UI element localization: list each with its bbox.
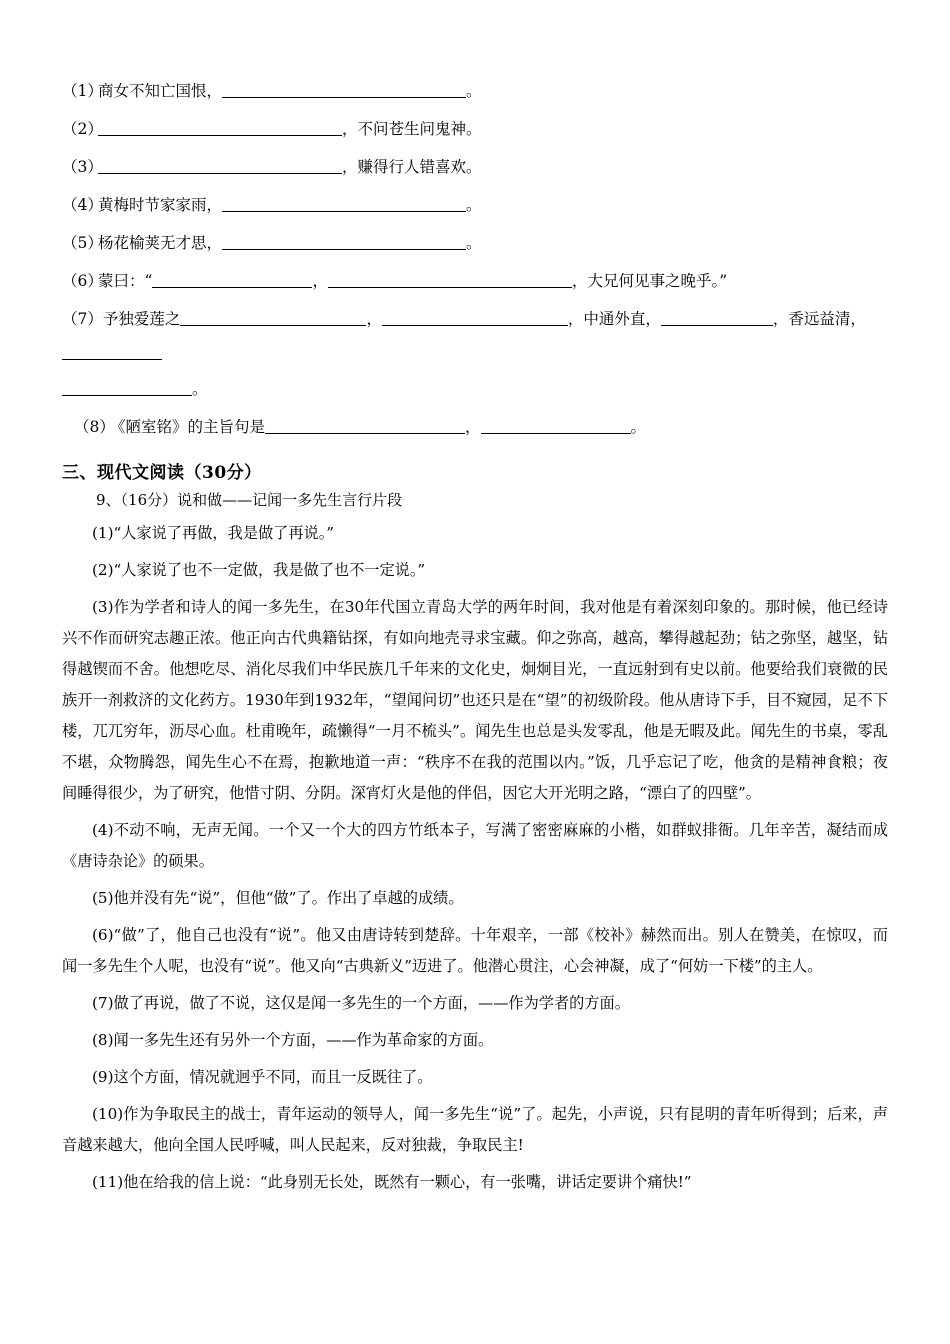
- fill-item-7-number: （7）: [62, 310, 103, 328]
- paragraph-text: 他并没有先“说”，但他“做”了。作出了卓越的成绩。: [113, 889, 464, 907]
- paragraph-text: 闻一多先生还有另外一个方面，——作为革命家的方面。: [113, 1031, 494, 1049]
- paragraph-number: (3): [92, 598, 114, 616]
- paragraph-number: (2): [92, 561, 114, 579]
- fill-item-8: [74, 410, 888, 444]
- fill-item-7-text-3: ，中通外直，: [567, 310, 661, 328]
- question-9-header: 9、（16分）说和做——记闻一多先生言行片段: [96, 491, 403, 509]
- answer-blank[interactable]: [180, 309, 366, 326]
- fill-item-2-number: （2）: [62, 120, 103, 138]
- answer-blank[interactable]: [222, 195, 466, 212]
- fill-item-6: [62, 264, 888, 298]
- fill-item-7-continuation: [62, 372, 888, 406]
- passage-paragraph-5: [62, 883, 888, 914]
- passage-paragraph-4: [62, 815, 888, 877]
- paragraph-text: “做”了，他自己也没有“说”。他又由唐诗转到楚辞。十年艰辛，一部《校补》赫然而出。别人在赞美，在惊叹，而闻一多先生个人呢，也没有“说”。他又向“古典新义”迈进了。他潜心贯注，心会神凝，成了“何妨一下楼”的主人。: [62, 926, 888, 975]
- fill-item-5-text-before: 杨花榆荚无才思，: [98, 234, 223, 252]
- fill-item-1-number: （1）: [62, 82, 103, 100]
- fill-item-8-text-1: 《陋室铭》的主旨句是: [110, 418, 266, 436]
- paragraph-number: (11): [92, 1173, 124, 1191]
- fill-item-8-number: （8）: [74, 418, 115, 436]
- paragraph-number: (4): [92, 821, 114, 839]
- fill-item-2-text-after: ，不问苍生问鬼神。: [342, 120, 482, 138]
- answer-blank[interactable]: [481, 417, 631, 434]
- fill-item-1-text-after: 。: [466, 82, 482, 100]
- paragraph-text: 这个方面，情况就迥乎不同，而且一反既往了。: [113, 1068, 433, 1086]
- paragraph-text: 做了再说，做了不说，这仅是闻一多先生的一个方面，——作为学者的方面。: [113, 994, 630, 1012]
- passage-paragraph-10: [62, 1099, 888, 1161]
- paragraph-number: (6): [92, 926, 114, 944]
- passage-paragraph-8: [62, 1025, 888, 1056]
- answer-blank[interactable]: [382, 309, 568, 326]
- paragraph-number: (10): [92, 1105, 124, 1123]
- answer-blank[interactable]: [152, 271, 312, 288]
- fill-item-4-number: （4）: [62, 196, 103, 214]
- passage-paragraph-6: [62, 920, 888, 982]
- fill-item-5: [62, 226, 888, 260]
- paragraph-text: 不动不响，无声无闻。一个又一个大的四方竹纸本子，写满了密密麻麻的小楷，如群蚁排衙。几年辛苦，凝结而成《唐诗杂论》的硕果。: [62, 821, 888, 870]
- answer-blank[interactable]: [661, 309, 773, 326]
- fill-item-5-text-after: 。: [466, 234, 482, 252]
- fill-item-3-text-after: ，赚得行人错喜欢。: [342, 158, 482, 176]
- fill-item-3-number: （3）: [62, 158, 103, 176]
- fill-item-6-text-mid: ，: [312, 272, 328, 290]
- section-title: 三、现代文阅读（30分）: [62, 463, 262, 483]
- fill-item-6-text-after: ，大兄何见事之晚乎。”: [571, 272, 728, 290]
- paragraph-text: “人家说了再做，我是做了再说。”: [113, 524, 335, 542]
- passage-paragraph-1: [62, 518, 888, 549]
- answer-blank[interactable]: [222, 233, 466, 250]
- paragraph-number: (7): [92, 994, 114, 1012]
- fill-item-8-text-3: 。: [630, 418, 647, 436]
- paragraph-text: 作为争取民主的战士，青年运动的领导人，闻一多先生“说”了。起先，小声说，只有昆明的青年听得到；后来，声音越来越大，他向全国人民呼喊，叫人民起来，反对独裁，争取民主!: [62, 1105, 888, 1154]
- fill-item-4: [62, 188, 888, 222]
- answer-blank[interactable]: [98, 157, 342, 174]
- paragraph-text: “人家说了也不一定做，我是做了也不一定说。”: [113, 561, 426, 579]
- paragraph-text: 他在给我的信上说：“此身别无长处，既然有一颗心，有一张嘴，讲话定要讲个痛快!”: [123, 1173, 692, 1191]
- fill-item-6-number: （6）: [62, 272, 103, 290]
- answer-blank[interactable]: [62, 343, 162, 360]
- fill-item-7-text-2: ，: [366, 310, 382, 328]
- fill-item-7-text-1: 予独爱莲之: [102, 310, 181, 328]
- fill-item-8-text-2: ，: [465, 418, 481, 436]
- paragraph-number: (9): [92, 1068, 114, 1086]
- answer-blank[interactable]: [265, 417, 465, 434]
- fill-item-5-number: （5）: [62, 234, 103, 252]
- fill-item-1-text-before: 商女不知亡国恨，: [98, 82, 223, 100]
- fill-item-6-text-before: 蒙曰：“: [98, 272, 153, 290]
- fill-in-blank-list: [62, 74, 888, 444]
- fill-item-4-text-after: 。: [466, 196, 482, 214]
- fill-item-3: [62, 150, 888, 184]
- fill-item-4-text-before: 黄梅时节家家雨，: [98, 196, 223, 214]
- fill-item-2: [62, 112, 888, 146]
- fill-item-7-text-6: 。: [192, 380, 208, 398]
- answer-blank[interactable]: [328, 271, 572, 288]
- passage-paragraph-2: [62, 555, 888, 586]
- paragraph-number: (8): [92, 1031, 114, 1049]
- answer-blank[interactable]: [98, 119, 342, 136]
- fill-item-1: [62, 74, 888, 108]
- fill-item-7-text-4: ，香远益清，: [772, 310, 866, 328]
- paragraph-number: (5): [92, 889, 114, 907]
- passage-paragraph-7: [62, 988, 888, 1019]
- answer-blank[interactable]: [222, 81, 466, 98]
- paragraph-number: (1): [92, 524, 114, 542]
- answer-blank[interactable]: [62, 379, 192, 396]
- passage-paragraph-3: [62, 592, 888, 809]
- fill-item-7: [62, 302, 888, 406]
- passage-paragraph-11: [62, 1167, 888, 1198]
- passage-paragraph-9: [62, 1062, 888, 1093]
- paragraph-text: 作为学者和诗人的闻一多先生，在30年代国立青岛大学的两年时间，我对他是有着深刻印象的。那时候，他已经诗兴不作而研究志趣正浓。他正向古代典籍钻探，有如向地壳寻求宝藏。仰之弥高，越高，攀得越起劲；钻之弥坚，越坚，钻得越锲而不舍。他想吃尽、消化尽我们中华民族几千年来的文化史，炯炯目光，一直远射到有史以前。他要给我们衰微的民族开一剂救济的文化药方。1930年到1932年，“望闻问切”也还只是在“望”的初级阶段。他从唐诗下手，目不窥园，足不下楼，兀兀穷年，沥尽心血。杜甫晚年，疏懒得“一月不梳头”。闻先生也总是头发零乱，他是无暇及此。闻先生的书桌，零乱不堪，众物腾怨，闻先生心不在焉，抱歉地道一声：“秩序不在我的范围以内。”饭，几乎忘记了吃，他贪的是精神食粮；夜间睡得很少，为了研究，他惜寸阴、分阴。深宵灯火是他的伴侣，因它大开光明之路，“漂白了的四壁”。: [62, 598, 888, 802]
